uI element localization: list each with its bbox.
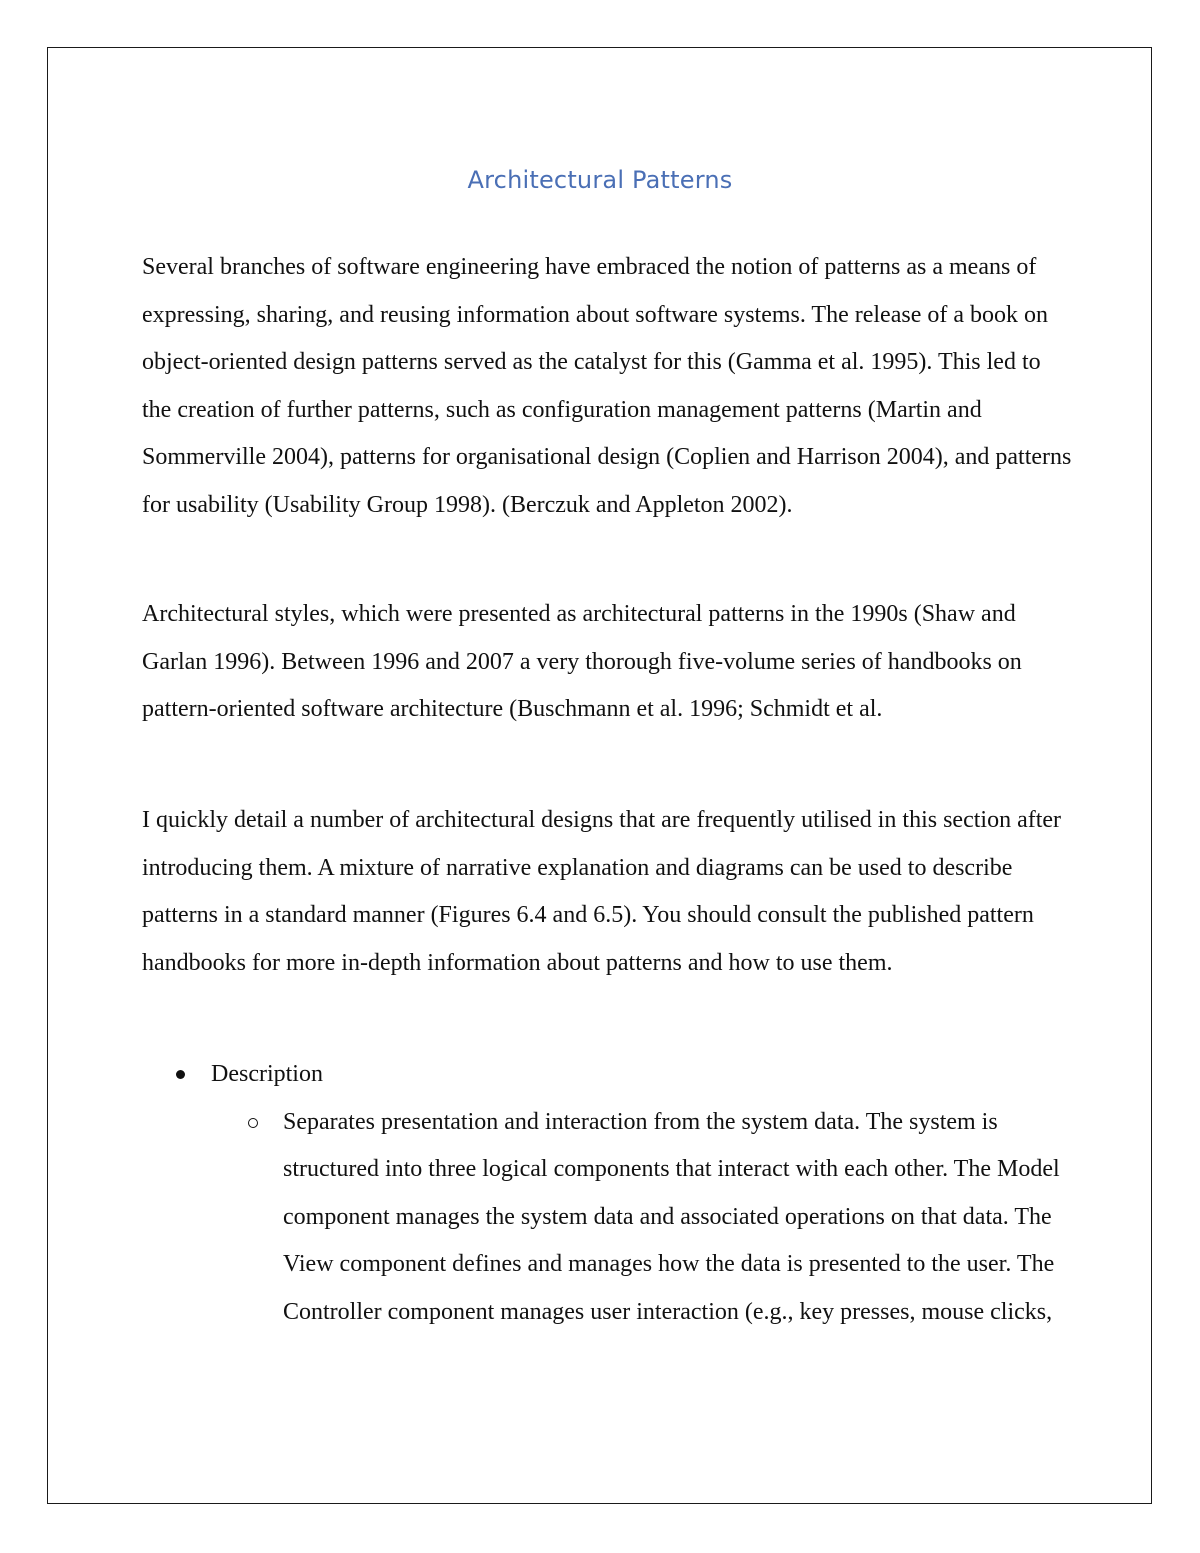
bullet-list bbox=[0, 1051, 1200, 1336]
sub-list bbox=[211, 1099, 1200, 1337]
bullet-label: Description bbox=[211, 1061, 323, 1087]
bullet-item-description bbox=[0, 1051, 1200, 1336]
paragraph-3: I quickly detail a number of architectural designs that are frequently utilised in this section after introducing them. A mixture of narrative explanation and diagrams can be used to describe patterns in a standard manner (Figures 6.4 and 6.5). You should consult the published pattern handbooks for more in-depth information about patterns and how to use them. bbox=[142, 807, 1062, 976]
hollow-circle-bullet-icon bbox=[248, 1118, 258, 1128]
paragraph-1: Several branches of software engineering have embraced the notion of patterns as a means of expressing, sharing, and reusing information about software systems. The release of a book on object-oriented design patterns served as the catalyst for this (Gamma et al. 1995). This led to the creation of further patterns, such as configuration management patterns (Martin and Sommerville 2004), patterns for organisational design (Coplien and Harrison 2004), and patterns for usability (Usability Group 1998). (Berczuk and Appleton 2002). bbox=[142, 254, 1072, 518]
sub-list-item bbox=[0, 1099, 1063, 1337]
paragraph-2: Architectural styles, which were presented as architectural patterns in the 1990s (Shaw and Garlan 1996). Between 1996 and 2007 a very thorough five-volume series of handbooks on pattern-oriented software architecture (Buschmann et al. 1996; Schmidt et al. bbox=[142, 601, 1022, 722]
sub-item-text: Separates presentation and interaction from the system data. The system is structured into three logical components that interact with each other. The Model component manages the system data and associated operations on that data. The View component defines and manages how the data is presented to the user. The Controller component manages user interaction (e.g., key presses, mouse clicks, bbox=[283, 1108, 1060, 1325]
bullet-dot-icon bbox=[176, 1070, 185, 1079]
page-title: Architectural Patterns bbox=[467, 166, 733, 194]
